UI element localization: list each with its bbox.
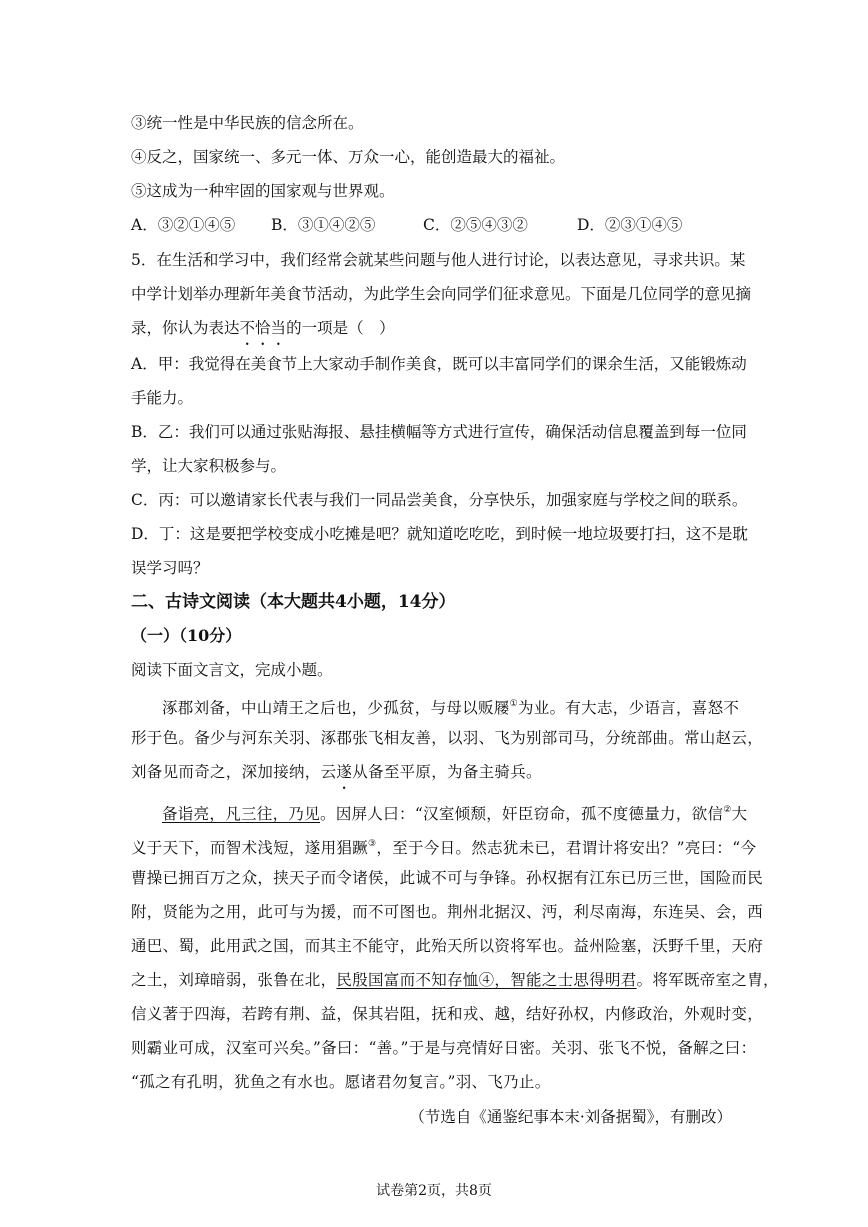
option-c-line: C．丙：可以邀请家长代表与我们一同品尝美食，分享快乐，加强家庭与学校之间的联系。 xyxy=(131,491,748,509)
option-b: B．③①④②⑤ xyxy=(271,216,376,234)
underlined-sentence: 民殷国富而不知存恤④，智能之士思得明君 xyxy=(336,971,637,989)
passage-p2-line-4: 附，贤能为之用，此可与为援，而不可图也。荆州北据汉、沔，利尽南海，东连吴、会，西 xyxy=(131,903,764,921)
passage-source: （节选自《通鉴纪事本末·刘备据蜀》，有删改） xyxy=(409,1108,732,1126)
passage-text: 义于天下，而智术浅短，遂用猖蹶 xyxy=(131,839,369,857)
option-a-line-1: A．甲：我觉得在美食节上大家动手制作美食，既可以丰富同学们的课余生活，又能锻炼动 xyxy=(131,355,747,373)
option-b-line-1: B．乙：我们可以通过张贴海报、悬挂横幅等方式进行宣传，确保活动信息覆盖到每一位同 xyxy=(131,423,747,441)
passage-p1-line-3 xyxy=(131,762,542,782)
q5-prompt-text: 录，你认为表达 xyxy=(131,319,240,337)
passage-text: 。因屏人曰：“汉室倾颓，奸臣窃命，孤不度德量力，欲信 xyxy=(320,805,724,823)
answer-options-row xyxy=(131,215,682,235)
passage-text: ，至于今日。然志犹未已，君谓计将安出？”亮曰：“今 xyxy=(376,839,757,857)
option-b-line-2: 学，让大家积极参与。 xyxy=(131,457,287,475)
passage-p2-line-7: 信义著于四海，若跨有荆、益，保其岩阻，抚和戎、越，结好孙权，内修政治，外观时变， xyxy=(131,1005,764,1023)
passage-p2-line-1 xyxy=(162,800,747,824)
choice-item-3: ③统一性是中华民族的信念所在。 xyxy=(131,114,364,132)
option-c: C．②⑤④③② xyxy=(423,216,528,234)
passage-text: 涿郡刘备，中山靖王之后也，少孤贫，与母以贩屦 xyxy=(162,699,510,717)
passage-p2-line-2 xyxy=(131,834,756,858)
passage-text: 之土，刘璋暗弱，张鲁在北， xyxy=(131,971,337,989)
question-5-line-3 xyxy=(131,318,395,338)
underlined-sentence: 备诣亮，凡三往，乃见 xyxy=(162,805,321,823)
footnote-marker: ② xyxy=(723,805,732,815)
choice-item-5: ⑤这成为一种牢固的国家观与世界观。 xyxy=(131,182,395,200)
passage-p2-line-3: 曹操已拥百万之众，挟天子而令诸侯，此诚不可与争锋。孙权据有江东已历三世，国险而民 xyxy=(131,869,764,887)
passage-p2-line-6 xyxy=(131,970,779,990)
page-footer: 试卷第2页，共8页 xyxy=(376,1183,492,1199)
option-d: D．②③①④⑤ xyxy=(577,216,683,234)
option-d-line-1: D．丁：这是要把学校变成小吃摊是吧？就知道吃吃吃，到时候一地垃圾要打扫，这不是耽 xyxy=(131,525,748,543)
question-5-line-1: 5．在生活和学习中，我们经常会就某些问题与他人进行讨论，以表达意见，寻求共识。某 xyxy=(131,251,746,269)
passage-p1-line-2: 形于色。备少与河东关羽、涿郡张飞相友善，以羽、飞为别部司马，分统部曲。常山赵云， xyxy=(131,729,764,747)
passage-p2-line-9: “孤之有孔明，犹鱼之有水也。愿诸君勿复言。”羽、飞乃止。 xyxy=(131,1073,551,1091)
passage-p2-line-5: 通巴、蜀，此用武之国，而其主不能守，此殆天所以资将军也。益州险塞，沃野千里，天府 xyxy=(131,937,764,955)
footnote-marker: ③ xyxy=(368,839,377,849)
passage-text: 刘备见而奇之，深加接纳，云 xyxy=(131,763,337,781)
emphasis-char: 遂 xyxy=(336,763,353,781)
passage-text: 从备至平原，为备主骑兵。 xyxy=(352,763,542,781)
section-heading: 二、古诗文阅读（本大题共4小题，14分） xyxy=(131,592,456,612)
option-d-line-2: 误学习吗？ xyxy=(131,559,209,577)
reading-instruction: 阅读下面文言文，完成小题。 xyxy=(131,661,333,679)
passage-p1-line-1 xyxy=(162,694,739,718)
passage-text: 大 xyxy=(731,805,748,823)
emphasis-char: 不 xyxy=(239,319,256,337)
emphasis-char: 当 xyxy=(270,319,287,337)
passage-text: 。将军既帝室之胄， xyxy=(636,971,779,989)
footnote-marker: ① xyxy=(509,699,518,709)
choice-item-4: ④反之，国家统一、多元一体、万众一心，能创造最大的福祉。 xyxy=(131,148,566,166)
option-a: A．③②①④⑤ xyxy=(131,216,236,234)
option-a-line-2: 手能力。 xyxy=(131,389,194,407)
subsection-heading: （一）（10分） xyxy=(131,626,242,645)
emphasis-char: 恰 xyxy=(255,319,271,337)
question-5-line-2: 中学计划举办理新年美食节活动，为此学生会向同学们征求意见。下面是几位同学的意见摘 xyxy=(131,285,752,303)
q5-prompt-tail: 的一项是（ ） xyxy=(286,319,395,337)
passage-p2-line-8: 则霸业可成，汉室可兴矣。”备曰：“善。”于是与亮情好日密。关羽、张飞不悦，备解之曰： xyxy=(131,1039,757,1057)
passage-text: 为业。有大志，少语言，喜怒不 xyxy=(517,699,740,717)
